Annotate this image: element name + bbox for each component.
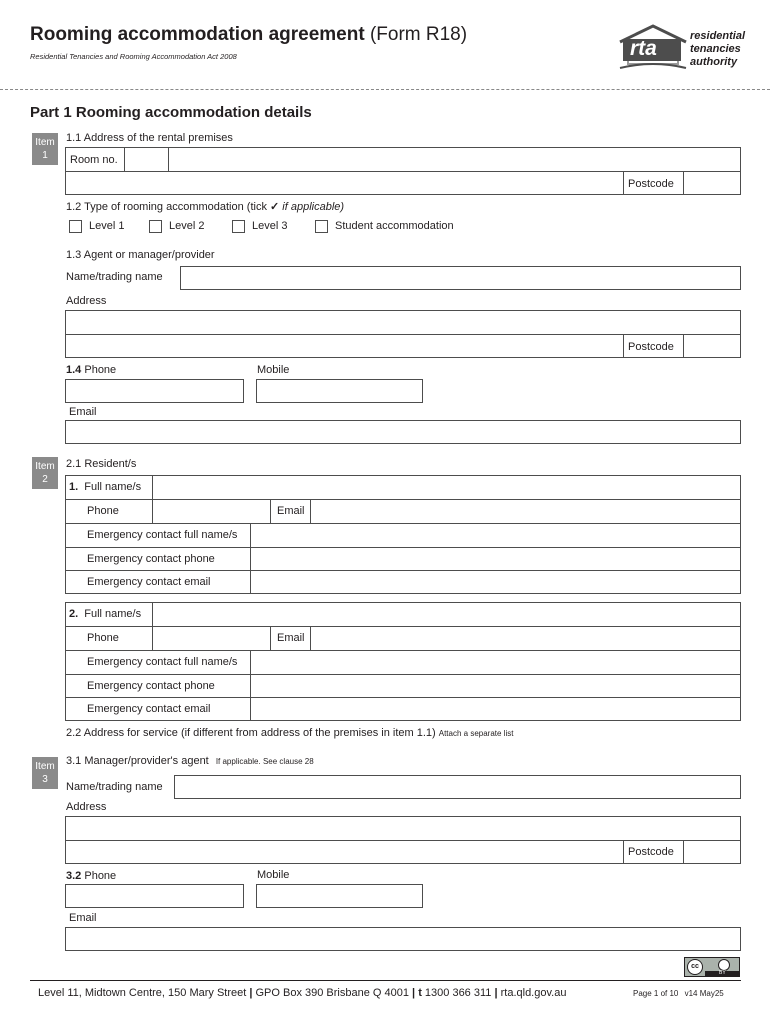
item2-tag-num: 2 — [42, 474, 48, 485]
agent-postcode-label: Postcode — [628, 341, 674, 353]
resident2-ec-name-input[interactable] — [251, 651, 740, 674]
resident2-phone-label: Phone — [87, 632, 119, 644]
rta-logo-text: rta — [630, 37, 657, 60]
agent-mobile-input[interactable] — [256, 379, 423, 403]
level2-checkbox[interactable] — [149, 220, 162, 233]
agent-address-line1[interactable] — [66, 311, 740, 334]
footer-page — [633, 989, 724, 998]
premises-suburb-input[interactable] — [66, 172, 622, 194]
resident1-phone-input[interactable] — [153, 500, 269, 523]
resident1-full-name-input[interactable] — [153, 476, 740, 499]
item3-heading — [66, 755, 314, 767]
item3-address-line1[interactable] — [66, 817, 740, 840]
agent-address-label: Address — [66, 295, 107, 307]
item3-tag-word: Item — [35, 761, 55, 772]
cc-icon — [687, 959, 703, 975]
room-no-label: Room no. — [70, 154, 118, 166]
agent-postcode-sep1 — [623, 334, 624, 358]
r2-phone-sep2 — [270, 626, 271, 650]
rta-logo-line3: authority — [690, 56, 738, 68]
resident2-email-label: Email — [277, 632, 305, 644]
resident1-ec-email-input[interactable] — [251, 571, 740, 593]
form-title — [30, 24, 467, 46]
residents-heading: 2.1 Resident/s — [66, 458, 137, 470]
agent-heading: 1.3 Agent or manager/provider — [66, 249, 215, 261]
item3-phone-label — [66, 870, 116, 882]
item3-address-label: Address — [66, 801, 107, 813]
resident1-phone-label: Phone — [87, 505, 119, 517]
agent-mobile-label: Mobile — [257, 364, 290, 376]
tick-icon: ✓ — [270, 201, 280, 213]
form-title-text: Rooming accommodation agreement — [30, 24, 365, 45]
item1-tag — [32, 133, 58, 165]
header-divider — [0, 89, 770, 90]
level3-label: Level 3 — [252, 220, 288, 232]
rta-logo-line1: residential — [690, 30, 746, 42]
footer-web[interactable]: rta.qld.gov.au — [500, 987, 567, 999]
service-heading-text: 2.2 Address for service (if different from address of the premises in item 1.1) — [66, 727, 436, 739]
r1-phone-sep2 — [270, 499, 271, 523]
resident1-email-input[interactable] — [311, 500, 740, 523]
footer-gpo: GPO Box 390 Brisbane Q 4001 — [255, 987, 409, 999]
item1-tag-word: Item — [35, 137, 55, 148]
item3-postcode-sep1 — [623, 840, 624, 864]
resident2-ec-email-label: Emergency contact email — [87, 703, 211, 715]
rta-logo-line2: tenancies — [690, 43, 741, 55]
premises-postcode-input[interactable] — [684, 172, 740, 194]
item3-phone-text: Phone — [84, 870, 117, 882]
agent-phone-input[interactable] — [65, 379, 244, 403]
by-label: BY — [719, 970, 726, 976]
resident2-ec-phone-label: Emergency contact phone — [87, 680, 215, 692]
resident2-ec-phone-input[interactable] — [251, 675, 740, 697]
resident2-ec-email-input[interactable] — [251, 698, 740, 720]
item3-email-label: Email — [69, 912, 97, 924]
footer-phone-prefix: t — [418, 987, 422, 999]
type-heading-b: if applicable) — [282, 201, 345, 213]
agent-name-label: Name/trading name — [66, 271, 163, 283]
resident2-full-name-label — [69, 608, 141, 620]
cc-by-badge — [684, 957, 740, 977]
resident1-num: 1. — [69, 481, 79, 493]
item3-tag-num: 3 — [42, 774, 48, 785]
resident2-ec-name-label: Emergency contact full name/s — [87, 656, 238, 668]
resident1-ec-phone-input[interactable] — [251, 548, 740, 570]
item3-name-input[interactable] — [174, 775, 741, 799]
resident1-ec-phone-label: Emergency contact phone — [87, 553, 215, 565]
footer-page-number: Page 1 of 10 — [633, 989, 679, 998]
resident2-phone-input[interactable] — [153, 627, 269, 650]
item2-tag — [32, 457, 58, 489]
item3-name-label: Name/trading name — [66, 781, 163, 793]
item3-address-line2[interactable] — [66, 841, 622, 863]
address-heading: 1.1 Address of the rental premises — [66, 132, 233, 144]
agent-name-input[interactable] — [180, 266, 741, 290]
footer-divider — [30, 980, 741, 981]
item3-postcode-input[interactable] — [684, 841, 740, 863]
agent-address-line2[interactable] — [66, 335, 622, 357]
premises-street-input[interactable] — [169, 148, 740, 171]
resident1-ec-name-input[interactable] — [251, 524, 740, 547]
resident1-full-name-text: Full name/s — [84, 481, 142, 493]
resident2-num: 2. — [69, 608, 79, 620]
resident2-full-name-text: Full name/s — [84, 608, 142, 620]
agent-phone-text: Phone — [84, 364, 117, 376]
resident1-email-label: Email — [277, 505, 305, 517]
premises-postcode-label: Postcode — [628, 178, 674, 190]
service-heading — [66, 727, 513, 739]
item3-tag — [32, 757, 58, 789]
level1-checkbox[interactable] — [69, 220, 82, 233]
item3-phone-input[interactable] — [65, 884, 244, 908]
footer-phone: 1300 366 311 — [424, 987, 492, 999]
resident1-full-name-label — [69, 481, 141, 493]
form-subtitle: Residential Tenancies and Rooming Accommodation Act 2008 — [30, 52, 237, 61]
level3-checkbox[interactable] — [232, 220, 245, 233]
footer-version: v14 May25 — [684, 989, 724, 998]
resident1-ec-email-label: Emergency contact email — [87, 576, 211, 588]
item3-postcode-label: Postcode — [628, 846, 674, 858]
agent-email-label: Email — [69, 406, 97, 418]
agent-postcode-input[interactable] — [684, 335, 740, 357]
footer-address: Level 11, Midtown Centre, 150 Mary Street — [38, 987, 247, 999]
rta-logo — [618, 24, 744, 72]
resident1-ec-name-label: Emergency contact full name/s — [87, 529, 238, 541]
service-note: Attach a separate list — [438, 729, 514, 738]
room-no-input[interactable] — [125, 148, 168, 171]
item3-heading-text: 3.1 Manager/provider's agent — [66, 755, 209, 767]
resident2-email-input[interactable] — [311, 627, 740, 650]
form-code: (Form R18) — [369, 24, 468, 45]
item3-mobile-label: Mobile — [257, 869, 290, 881]
agent-phone-num: 1.4 — [66, 364, 82, 376]
part1-title: Part 1 Rooming accommodation details — [30, 104, 312, 121]
item3-phone-num: 3.2 — [66, 870, 82, 882]
student-checkbox[interactable] — [315, 220, 328, 233]
type-heading — [66, 200, 344, 213]
item2-tag-word: Item — [35, 461, 55, 472]
postcode-sep1 — [623, 171, 624, 195]
level1-label: Level 1 — [89, 220, 125, 232]
item3-email-input[interactable] — [65, 927, 741, 951]
agent-phone-label — [66, 364, 116, 376]
type-heading-a: 1.2 Type of rooming accommodation (tick — [66, 201, 267, 213]
item3-mobile-input[interactable] — [256, 884, 423, 908]
resident2-full-name-input[interactable] — [153, 603, 740, 626]
cc-icon-text: cc — [691, 963, 699, 970]
item3-note: If applicable. See clause 28 — [215, 757, 314, 766]
agent-email-input[interactable] — [65, 420, 741, 444]
student-label: Student accommodation — [335, 220, 454, 232]
footer-contact: Level 11, Midtown Centre, 150 Mary Street | GPO Box 390 Brisbane Q 4001 | t 1300 366 311 | rta.qld.gov.au — [38, 987, 567, 999]
item1-tag-num: 1 — [42, 150, 48, 161]
level2-label: Level 2 — [169, 220, 205, 232]
